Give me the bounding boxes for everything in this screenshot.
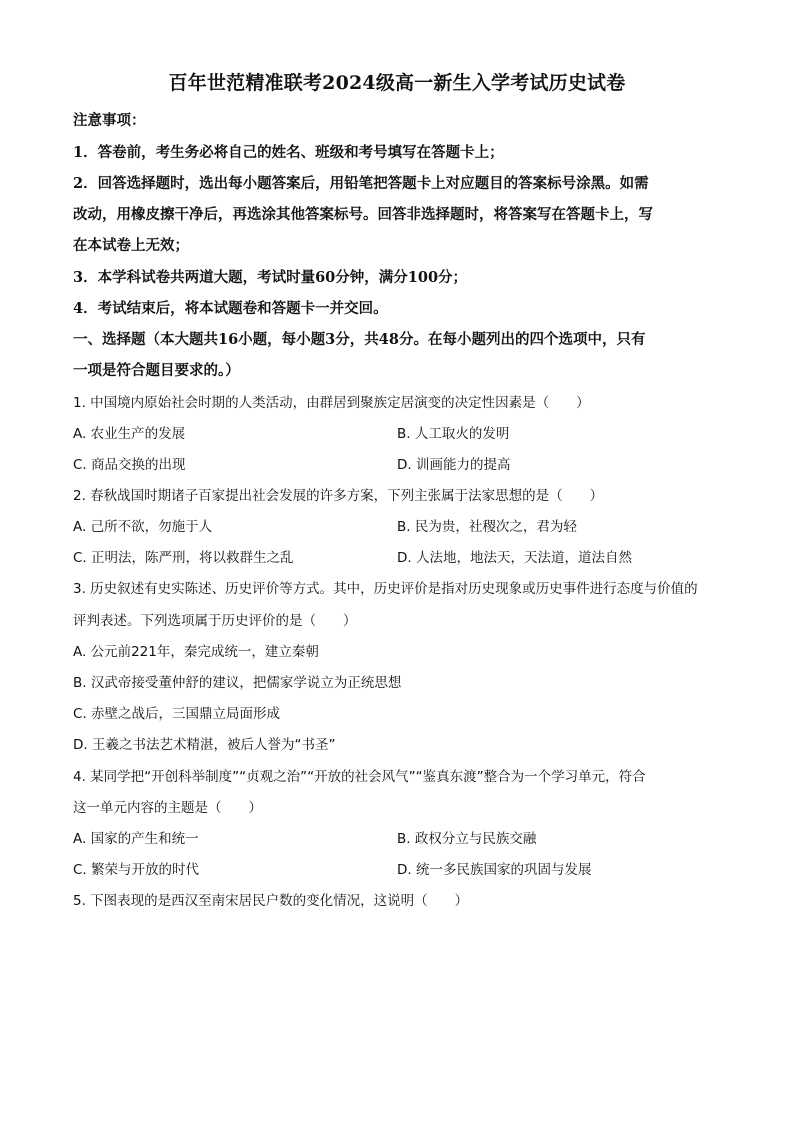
question-1-option-c: C. 商品交换的出现: [73, 457, 186, 473]
section-heading: 一、选择题（本大题共16小题，每小题3分，共48分。在每小题列出的四个选项中，只有: [73, 331, 646, 348]
notice-item-2-cont: 改动，用橡皮擦干净后，再选涂其他答案标号。回答非选择题时，将答案写在答题卡上，写: [73, 206, 653, 223]
notice-item-2-end: 在本试卷上无效；: [73, 237, 189, 254]
notice-heading: 注意事项：: [73, 112, 146, 129]
notice-item-3: 3．本学科试卷共两道大题，考试时量60分钟，满分100分；: [73, 269, 468, 286]
question-5-stem: 5. 下图表现的是西汉至南宋居民户数的变化情况，这说明（ ）: [73, 893, 469, 909]
question-3-option-a: A. 公元前221年，秦完成统一，建立秦朝: [73, 644, 319, 660]
notice-item-1: 1．答卷前，考生务必将自己的姓名、班级和考号填写在答题卡上；: [73, 144, 504, 161]
section-heading-cont: 一项是符合题目要求的。）: [73, 362, 240, 379]
question-4-option-c: C. 繁荣与开放的时代: [73, 862, 200, 878]
question-4-stem: 4. 某同学把“开创科举制度”“贞观之治”“开放的社会风气”“鉴真东渡”整合为一个学习单元，符合: [73, 769, 646, 785]
question-3-stem: 3. 历史叙述有史实陈述、历史评价等方式。其中，历史评价是指对历史现象或历史事件进行态度与价值的: [73, 581, 698, 597]
question-1-option-a: A. 农业生产的发展: [73, 426, 186, 442]
question-3-option-d: D. 王羲之书法艺术精湛，被后人誉为“书圣”: [73, 737, 336, 753]
question-2-option-b: B. 民为贵，社稷次之，君为轻: [397, 519, 577, 535]
question-4-stem-cont: 这一单元内容的主题是（ ）: [73, 800, 262, 816]
question-2-option-a: A. 己所不欲，勿施于人: [73, 519, 213, 535]
exam-title: 百年世范精准联考2024级高一新生入学考试历史试卷: [168, 72, 626, 94]
question-3-option-c: C. 赤壁之战后，三国鼎立局面形成: [73, 706, 281, 722]
question-4-option-a: A. 国家的产生和统一: [73, 831, 199, 847]
question-2-stem: 2. 春秋战国时期诸子百家提出社会发展的许多方案，下列主张属于法家思想的是（ ）: [73, 488, 604, 504]
notice-item-2: 2．回答选择题时，选出每小题答案后，用铅笔把答题卡上对应题目的答案标号涂黑。如需: [73, 175, 649, 192]
question-4-option-d: D. 统一多民族国家的巩固与发展: [397, 862, 592, 878]
question-4-option-b: B. 政权分立与民族交融: [397, 831, 537, 847]
question-2-option-d: D. 人法地，地法天，天法道，道法自然: [397, 550, 632, 566]
question-1-stem: 1. 中国境内原始社会时期的人类活动，由群居到聚族定居演变的决定性因素是（ ）: [73, 395, 590, 411]
question-3-option-b: B. 汉武帝接受董仲舒的建议，把儒家学说立为正统思想: [73, 675, 402, 691]
question-2-option-c: C. 正明法，陈严刑，将以救群生之乱: [73, 550, 294, 566]
question-1-option-d: D. 训画能力的提高: [397, 457, 511, 473]
notice-item-4: 4．考试结束后，将本试题卷和答题卡一并交回。: [73, 300, 388, 317]
question-3-stem-cont: 评判表述。下列选项属于历史评价的是（ ）: [73, 613, 357, 629]
question-1-option-b: B. 人工取火的发明: [397, 426, 510, 442]
